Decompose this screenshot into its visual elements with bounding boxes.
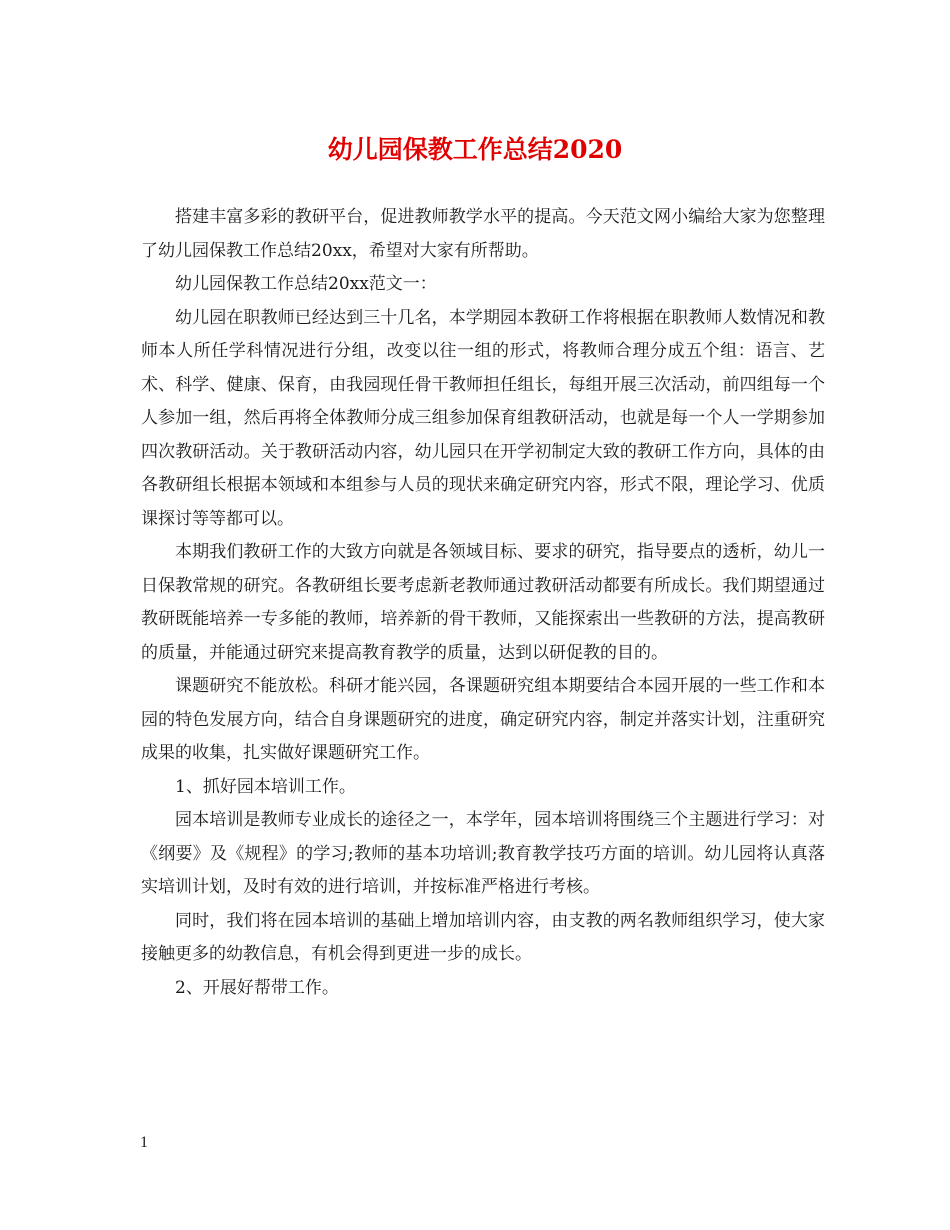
document-title: 幼儿园保教工作总结2020 xyxy=(327,135,623,164)
paragraph: 1、抓好园本培训工作。 xyxy=(175,776,356,797)
paragraph: 幼儿园在职教师已经达到三十几名，本学期园本教研工作将根据在职教师人数情况和教师本人所任学科情况进行分组，改变以往一组的形式，将教师合理分成五个组：语言、艺术、科学、健康、保育，由我园现任骨干教师担任组长，每组开展三次活动，前四组每一个人参加一组，然后再将全体教师分成三组参加保育组教研活动，也就是每一个人一学期参加四次教研活动。关于教研活动内容，幼儿园只在开学初制定大致的教研工作方向，具体的由各教研组长根据本领域和本组参与人员的现状来确定研究内容，形式不限，理论学习、优质课探讨等等都可以。 xyxy=(141,307,825,529)
paragraph: 搭建丰富多彩的教研平台，促进教师教学水平的提高。今天范文网小编给大家为您整理了幼儿园保教工作总结20xx，希望对大家有所帮助。 xyxy=(141,207,825,261)
paragraph: 2、开展好帮带工作。 xyxy=(175,977,339,998)
paragraph: 本期我们教研工作的大致方向就是各领域目标、要求的研究，指导要点的透析，幼儿一日保教常规的研究。各教研组长要考虑新老教师通过教研活动都要有所成长。我们期望通过教研既能培养一专多能的教师，培养新的骨干教师，又能探索出一些教研的方法，提高教研的质量，并能通过研究来提高教育教学的质量，达到以研促教的目的。 xyxy=(141,542,825,663)
page-number: 1 xyxy=(140,1134,148,1151)
paragraph: 同时，我们将在园本培训的基础上增加培训内容，由支教的两名教师组织学习，使大家接触更多的幼教信息，有机会得到更进一步的成长。 xyxy=(141,910,825,964)
document-body xyxy=(141,201,825,1005)
paragraph: 园本培训是教师专业成长的途径之一，本学年，园本培训将围绕三个主题进行学习：对《纲要》及《规程》的学习;教师的基本功培训;教育教学技巧方面的培训。幼儿园将认真落实培训计划，及时有效的进行培训，并按标准严格进行考核。 xyxy=(141,810,825,897)
paragraph: 课题研究不能放松。科研才能兴园，各课题研究组本期要结合本园开展的一些工作和本园的特色发展方向，结合自身课题研究的进度，确定研究内容，制定并落实计划，注重研究成果的收集，扎实做好课题研究工作。 xyxy=(141,676,825,763)
paragraph: 幼儿园保教工作总结20xx范文一： xyxy=(175,274,437,294)
